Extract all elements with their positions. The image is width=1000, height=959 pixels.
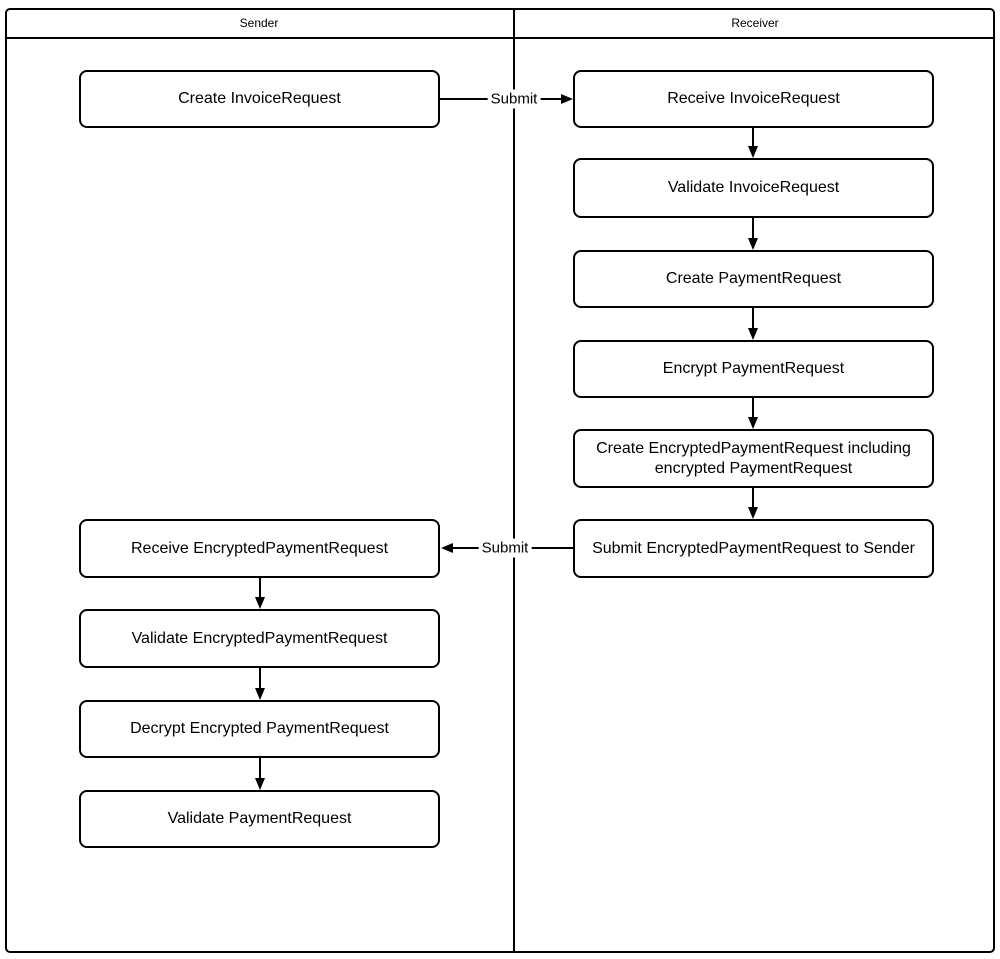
lane-header-receiver: Receiver bbox=[731, 16, 779, 30]
node-create-payment-request: Create PaymentRequest bbox=[573, 250, 934, 308]
arrow-sender-step-3-4 bbox=[255, 668, 265, 700]
node-validate-payment-request: Validate PaymentRequest bbox=[79, 790, 440, 848]
lane-header-sender: Sender bbox=[239, 16, 279, 30]
node-receive-invoice-request: Receive InvoiceRequest bbox=[573, 70, 934, 128]
edge-label-submit-invoice: Submit bbox=[488, 90, 541, 109]
arrow-sender-step-4-5 bbox=[255, 758, 265, 790]
node-encrypt-payment-request: Encrypt PaymentRequest bbox=[573, 340, 934, 398]
node-create-encrypted-payment-request: Create EncryptedPaymentRequest including encrypted PaymentRequest bbox=[573, 429, 934, 488]
node-receive-encrypted-payment-request: Receive EncryptedPaymentRequest bbox=[79, 519, 440, 578]
arrow-receiver-step-5-6 bbox=[748, 488, 758, 519]
node-submit-encrypted-payment-request: Submit EncryptedPaymentRequest to Sender bbox=[573, 519, 934, 578]
arrow-sender-step-2-3 bbox=[255, 578, 265, 609]
node-create-invoice-request: Create InvoiceRequest bbox=[79, 70, 440, 128]
node-validate-encrypted-payment-request: Validate EncryptedPaymentRequest bbox=[79, 609, 440, 668]
arrow-receiver-step-4-5 bbox=[748, 398, 758, 429]
node-decrypt-encrypted-payment-request: Decrypt Encrypted PaymentRequest bbox=[79, 700, 440, 758]
arrow-receiver-step-3-4 bbox=[748, 308, 758, 340]
arrow-receiver-step-2-3 bbox=[748, 218, 758, 250]
edge-label-submit-encrypted-payment: Submit bbox=[479, 539, 532, 558]
arrow-receiver-step-1-2 bbox=[748, 128, 758, 158]
node-validate-invoice-request: Validate InvoiceRequest bbox=[573, 158, 934, 218]
